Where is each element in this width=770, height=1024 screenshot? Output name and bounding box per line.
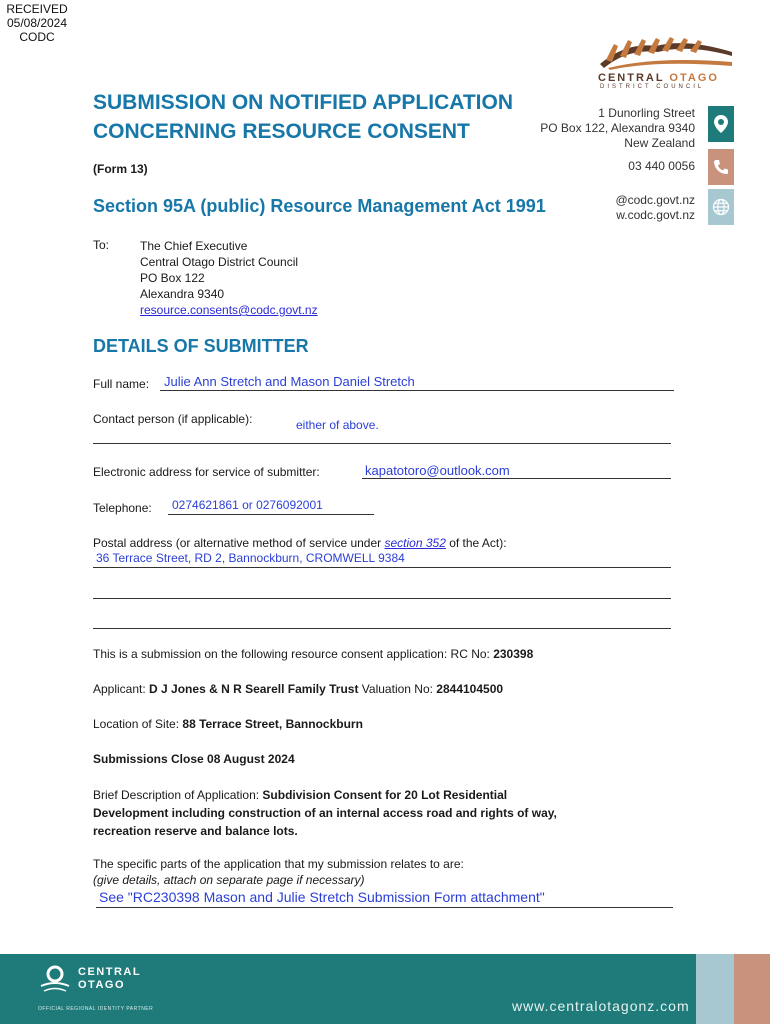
footer-brand <box>78 966 141 992</box>
specific-parts <box>93 856 653 888</box>
globe-icon <box>708 189 734 225</box>
recipient-line-1: The Chief Executive <box>140 239 248 253</box>
valuation-number: 2844104500 <box>436 682 504 696</box>
footer-accent-clay <box>734 954 770 1024</box>
submission-rc-line <box>93 645 653 663</box>
submissions-close <box>93 750 653 768</box>
recipient-line-3: PO Box 122 <box>140 271 205 285</box>
full-name-underline <box>160 390 674 391</box>
electronic-address-underline <box>362 478 671 479</box>
telephone-underline <box>168 514 374 515</box>
logo-word-central: CENTRAL <box>598 72 670 84</box>
contact-street: 1 Dunorling Street <box>598 106 695 120</box>
brief-label: Brief Description of Application: <box>93 788 263 802</box>
logo-subtitle: DISTRICT COUNCIL <box>600 84 705 90</box>
location-line <box>93 715 653 733</box>
recipient-email-link[interactable]: resource.consents@codc.govt.nz <box>140 303 318 317</box>
page-title <box>93 88 513 146</box>
title-line-2: CONCERNING RESOURCE CONSENT <box>93 120 470 143</box>
contact-country: New Zealand <box>624 136 695 150</box>
specific-parts-hint: (give details, attach on separate page if necessary) <box>93 873 365 887</box>
recipient-line-2: Central Otago District Council <box>140 255 299 269</box>
full-name-label: Full name: <box>93 377 150 391</box>
footer-brand-line-1: CENTRAL <box>78 966 142 978</box>
to-label: To: <box>93 238 110 252</box>
contact-phone: 03 440 0056 <box>628 159 695 173</box>
stamp-org: CODC <box>19 30 55 44</box>
footer-brand-line-2: OTAGO <box>78 979 126 991</box>
phone-icon <box>708 149 734 185</box>
specific-parts-underline <box>96 907 673 908</box>
stamp-date: 05/08/2024 <box>6 16 68 30</box>
details-heading: DETAILS OF SUBMITTER <box>93 336 309 356</box>
applicant-label: Applicant: <box>93 682 150 696</box>
electronic-address-label: Electronic address for service of submitter: <box>93 465 320 479</box>
recipient-block <box>140 238 318 318</box>
section-heading: Section 95A (public) Resource Management Act 1991 <box>93 196 546 216</box>
stamp-received: RECEIVED <box>6 2 68 16</box>
footer-website-link[interactable]: www.centralotagonz.com <box>512 998 690 1014</box>
footer-partner: OFFICIAL REGIONAL IDENTITY PARTNER <box>38 1006 154 1012</box>
specific-parts-field[interactable]: See "RC230398 Mason and Julie Stretch Submission Form attachment" <box>99 889 545 905</box>
form-number: (Form 13) <box>93 162 148 176</box>
postal-label-tail: of the Act): <box>445 536 507 550</box>
section-352-link[interactable]: section 352 <box>384 536 446 550</box>
contact-person-label: Contact person (if applicable): <box>93 412 253 426</box>
specific-parts-prompt: The specific parts of the application that my submission relates to are: <box>93 857 464 871</box>
logo-word-otago: OTAGO <box>669 72 719 84</box>
recipient-line-4: Alexandra 9340 <box>140 287 225 301</box>
electronic-address-field[interactable]: kapatotoro@outlook.com <box>365 463 510 478</box>
telephone-label: Telephone: <box>93 501 152 515</box>
brief-line-3: recreation reserve and balance lots. <box>93 824 298 838</box>
brief-description <box>93 786 653 840</box>
contact-person-field[interactable]: either of above. <box>296 418 379 432</box>
postal-address-field[interactable]: 36 Terrace Street, RD 2, Bannockburn, CROMWELL 9384 <box>96 551 405 565</box>
location-label: Location of Site: <box>93 717 183 731</box>
applicant-line <box>93 680 653 698</box>
postal-underline-2 <box>93 598 671 599</box>
central-otago-brand-icon <box>38 964 72 999</box>
full-name-field[interactable]: Julie Ann Stretch and Mason Daniel Stretch <box>164 374 415 389</box>
location-pin-icon <box>708 106 734 142</box>
contact-email: @codc.govt.nz <box>615 193 695 207</box>
postal-label-text: Postal address (or alternative method of service under <box>93 536 385 550</box>
location-value: 88 Terrace Street, Bannockburn <box>182 717 363 731</box>
valuation-label: Valuation No: <box>358 682 437 696</box>
rc-number: 230398 <box>493 647 534 661</box>
submission-rc-text: This is a submission on the following resource consent application: RC No: <box>93 647 494 661</box>
contact-address <box>540 106 695 151</box>
logo-wordmark <box>598 72 719 84</box>
postal-address-label <box>93 536 507 550</box>
footer-accent-blue <box>696 954 734 1024</box>
contact-web: w.codc.govt.nz <box>616 208 695 222</box>
postal-underline-3 <box>93 628 671 629</box>
contact-pobox: PO Box 122, Alexandra 9340 <box>540 121 695 135</box>
received-stamp <box>2 2 72 44</box>
mountain-logo-icon <box>596 34 736 70</box>
postal-underline-1 <box>93 567 671 568</box>
contact-person-underline <box>93 443 671 444</box>
telephone-field[interactable]: 0274621861 or 0276092001 <box>172 498 323 512</box>
applicant-name: D J Jones & N R Searell Family Trust <box>149 682 359 696</box>
brief-line-2: Development including construction of an internal access road and rights of way, <box>93 806 557 820</box>
brief-line-1: Subdivision Consent for 20 Lot Residential <box>262 788 508 802</box>
title-line-1: SUBMISSION ON NOTIFIED APPLICATION <box>93 91 514 114</box>
submissions-close-text: Submissions Close 08 August 2024 <box>93 752 295 766</box>
